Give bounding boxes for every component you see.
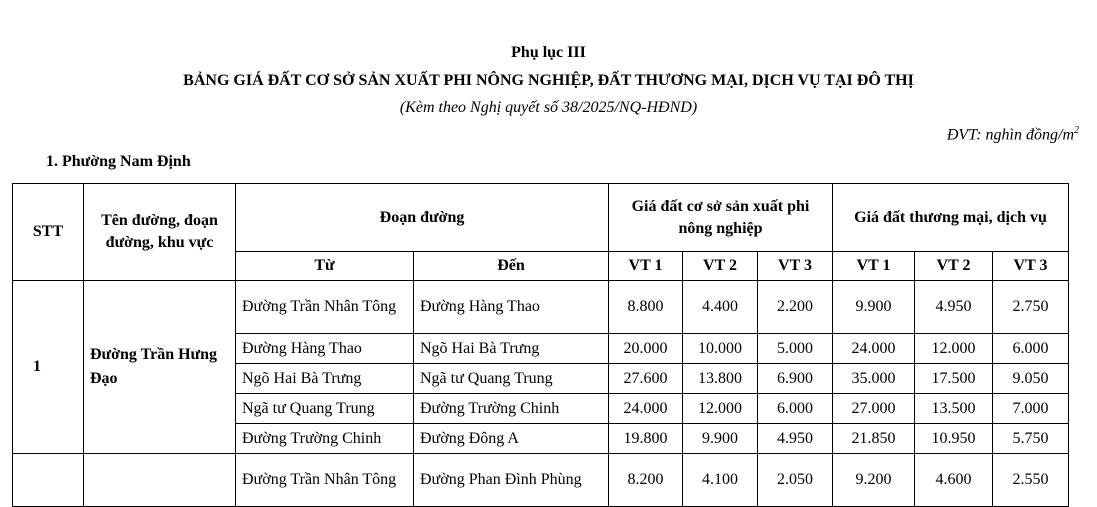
row-from: Đường Trần Nhân Tông: [236, 454, 414, 507]
appendix-title: Phụ lục III: [511, 44, 586, 61]
row-from: Đường Trần Nhân Tông: [236, 281, 414, 334]
price-cell: 2.200: [758, 281, 833, 334]
row-to: Ngã tư Quang Trung: [414, 364, 609, 394]
price-cell: 9.900: [833, 281, 915, 334]
row-from: Ngõ Hai Bà Trưng: [236, 364, 414, 394]
row-to: Ngõ Hai Bà Trưng: [414, 334, 609, 364]
price-cell: 17.500: [915, 364, 993, 394]
price-cell: 4.950: [758, 424, 833, 454]
price-cell: 9.200: [833, 454, 915, 507]
price-cell: 6.900: [758, 364, 833, 394]
row-street-name: Đường Trần Hưng Đạo: [84, 281, 236, 454]
price-cell: 4.950: [915, 281, 993, 334]
price-cell: 20.000: [609, 334, 683, 364]
price-cell: 5.750: [993, 424, 1069, 454]
price-cell: 5.000: [758, 334, 833, 364]
row-stt: [13, 454, 84, 507]
table-row: [13, 454, 1069, 507]
row-to: Đường Trường Chinh: [414, 394, 609, 424]
header-segment: Đoạn đường: [236, 184, 609, 252]
row-street-name: [84, 454, 236, 507]
header-vt: VT 2: [915, 252, 993, 281]
price-cell: 9.050: [993, 364, 1069, 394]
row-stt: 1: [13, 281, 84, 454]
header-stt: STT: [13, 184, 84, 281]
price-cell: 13.500: [915, 394, 993, 424]
price-cell: 4.400: [683, 281, 758, 334]
unit-label: ĐVT: nghìn đồng/$m^2$: [946, 125, 1079, 144]
row-to: Đường Đông A: [414, 424, 609, 454]
price-cell: 12.000: [915, 334, 993, 364]
header-commerce: Giá đất thương mại, dịch vụ: [833, 184, 1069, 252]
section-title: 1. Phường Nam Định: [46, 153, 191, 170]
price-cell: 21.850: [833, 424, 915, 454]
price-cell: 35.000: [833, 364, 915, 394]
price-cell: 13.800: [683, 364, 758, 394]
header-nonag: Giá đất cơ sở sản xuất phi nông nghiệp: [609, 184, 833, 252]
price-cell: 7.000: [993, 394, 1069, 424]
price-cell: 27.000: [833, 394, 915, 424]
header-vt: VT 1: [833, 252, 915, 281]
price-cell: 2.750: [993, 281, 1069, 334]
price-cell: 9.900: [683, 424, 758, 454]
row-from: Đường Hàng Thao: [236, 334, 414, 364]
price-cell: 27.600: [609, 364, 683, 394]
header-vt: VT 3: [758, 252, 833, 281]
header-vt: VT 2: [683, 252, 758, 281]
document-subtitle: (Kèm theo Nghị quyết số 38/2025/NQ-HĐND): [399, 99, 698, 116]
price-cell: 12.000: [683, 394, 758, 424]
price-cell: 19.800: [609, 424, 683, 454]
header-name: Tên đường, đoạn đường, khu vực: [84, 184, 236, 281]
price-cell: 6.000: [758, 394, 833, 424]
price-cell: 6.000: [993, 334, 1069, 364]
price-cell: 8.800: [609, 281, 683, 334]
price-table: [12, 183, 1069, 507]
price-cell: 10.950: [915, 424, 993, 454]
header-to: Đến: [414, 252, 609, 281]
price-cell: 2.050: [758, 454, 833, 507]
price-cell: 24.000: [609, 394, 683, 424]
row-from: Đường Trường Chinh: [236, 424, 414, 454]
header-from: Từ: [236, 252, 414, 281]
header-vt: VT 1: [609, 252, 683, 281]
row-from: Ngã tư Quang Trung: [236, 394, 414, 424]
row-to: Đường Hàng Thao: [414, 281, 609, 334]
table-row: [13, 281, 1069, 334]
row-to: Đường Phan Đình Phùng: [414, 454, 609, 507]
price-cell: 2.550: [993, 454, 1069, 507]
price-cell: 4.100: [683, 454, 758, 507]
header-vt: VT 3: [993, 252, 1069, 281]
document-title: BẢNG GIÁ ĐẤT CƠ SỞ SẢN XUẤT PHI NÔNG NGHIỆP, ĐẤT THƯƠNG MẠI, DỊCH VỤ TẠI ĐÔ THỊ: [183, 72, 914, 89]
price-cell: 4.600: [915, 454, 993, 507]
price-cell: 24.000: [833, 334, 915, 364]
price-cell: 10.000: [683, 334, 758, 364]
price-cell: 8.200: [609, 454, 683, 507]
